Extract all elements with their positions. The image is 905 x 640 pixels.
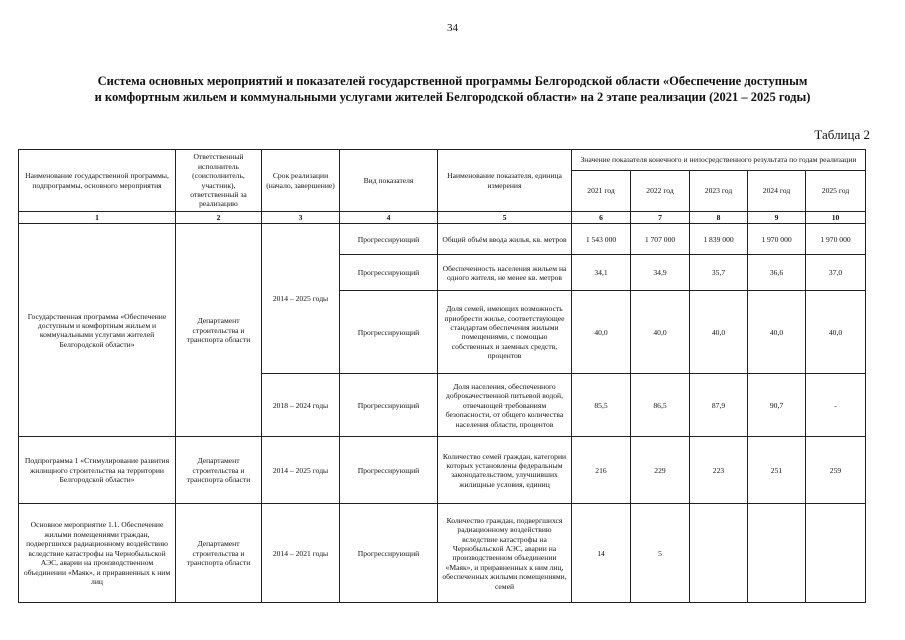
measure-executor: Департамент строительства и транспорта области xyxy=(176,504,262,603)
table-row xyxy=(19,504,866,603)
value-2024: 40,0 xyxy=(748,291,806,374)
value-2025: 1 970 000 xyxy=(806,224,866,255)
value-2024 xyxy=(748,504,806,603)
value-2021: 216 xyxy=(572,437,631,504)
page-number: 34 xyxy=(447,22,458,34)
value-2021: 34,1 xyxy=(572,255,631,291)
indicator-type: Прогрессирующий xyxy=(340,374,438,437)
value-2021: 40,0 xyxy=(572,291,631,374)
col-number: 4 xyxy=(340,212,438,224)
value-2023: 35,7 xyxy=(690,255,748,291)
col-number: 8 xyxy=(690,212,748,224)
value-2021: 1 543 000 xyxy=(572,224,631,255)
program-name: Государственная программа «Обеспечение доступным и комфортным жильем и коммунальными услугами жителей Белгородской области» xyxy=(19,224,176,437)
header-year-2022: 2022 год xyxy=(631,171,690,212)
value-2022: 40,0 xyxy=(631,291,690,374)
header-col-2: Ответственный исполнитель (соисполнитель, участник), ответственный за реализацию xyxy=(176,150,262,212)
value-2024: 251 xyxy=(748,437,806,504)
indicator-name: Количество семей граждан, категории которых установлены федеральным законодательством, улучшивших жилищные условия, единиц xyxy=(438,437,572,504)
header-year-2024: 2024 год xyxy=(748,171,806,212)
document-title xyxy=(30,73,875,105)
header-year-2023: 2023 год xyxy=(690,171,748,212)
table-row xyxy=(19,437,866,504)
col-number: 6 xyxy=(572,212,631,224)
value-2022: 229 xyxy=(631,437,690,504)
value-2022: 34,9 xyxy=(631,255,690,291)
header-values-group: Значение показателя конечного и непосредственного результата по годам реализации xyxy=(572,150,866,171)
value-2023 xyxy=(690,504,748,603)
header-col-3: Срок реализации (начало, завершение) xyxy=(262,150,340,212)
table-row xyxy=(19,224,866,255)
value-2024: 1 970 000 xyxy=(748,224,806,255)
value-2021: 85,5 xyxy=(572,374,631,437)
subprogram-period: 2014 – 2025 годы xyxy=(262,437,340,504)
measure-period: 2014 – 2021 годы xyxy=(262,504,340,603)
header-row-1 xyxy=(19,150,866,171)
value-2025: 259 xyxy=(806,437,866,504)
indicator-name: Обеспеченность населения жильем на одного жителя, не менее кв. метров xyxy=(438,255,572,291)
col-number: 9 xyxy=(748,212,806,224)
measure-name: Основное мероприятие 1.1. Обеспечение жилыми помещениями граждан, подвергшихся радиационному воздействию вследствие катастрофы на Чернобыльской АЭС, аварии на производственном объединении «Маяк», и приравненных к ним лиц xyxy=(19,504,176,603)
indicator-name: Общий объём ввода жилья, кв. метров xyxy=(438,224,572,255)
indicator-name: Доля семей, имеющих возможность приобрести жилье, соответствующее стандартам обеспечения жилыми помещениями, с помощью собственных и заемных средств, процентов xyxy=(438,291,572,374)
value-2023: 87,9 xyxy=(690,374,748,437)
indicator-type: Прогрессирующий xyxy=(340,437,438,504)
value-2022: 5 xyxy=(631,504,690,603)
col-number: 10 xyxy=(806,212,866,224)
subprogram-executor: Департамент строительства и транспорта области xyxy=(176,437,262,504)
title-line-2: и комфортным жильем и коммунальными услугами жителей Белгородской области» на 2 этапе реализации (2021 – 2025 годы) xyxy=(94,90,811,104)
indicator-type: Прогрессирующий xyxy=(340,504,438,603)
value-2025: - xyxy=(806,374,866,437)
header-col-1: Наименование государственной программы, подпрограммы, основного мероприятия xyxy=(19,150,176,212)
value-2022: 1 707 000 xyxy=(631,224,690,255)
indicator-type: Прогрессирующий xyxy=(340,291,438,374)
value-2023: 223 xyxy=(690,437,748,504)
value-2023: 40,0 xyxy=(690,291,748,374)
value-2023: 1 839 000 xyxy=(690,224,748,255)
value-2024: 36,6 xyxy=(748,255,806,291)
col-number: 7 xyxy=(631,212,690,224)
col-number: 1 xyxy=(19,212,176,224)
column-numbers-row xyxy=(19,212,866,224)
program-executor: Департамент строительства и транспорта области xyxy=(176,224,262,437)
header-year-2025: 2025 год xyxy=(806,171,866,212)
indicators-table xyxy=(18,149,866,603)
header-year-2021: 2021 год xyxy=(572,171,631,212)
value-2024: 90,7 xyxy=(748,374,806,437)
col-number: 2 xyxy=(176,212,262,224)
indicator-type: Прогрессирующий xyxy=(340,255,438,291)
indicator-name: Доля населения, обеспеченного доброкачественной питьевой водой, отвечающей требованиям безопасности, от общего количества населения области, процентов xyxy=(438,374,572,437)
header-col-5: Наименование показателя, единица измерения xyxy=(438,150,572,212)
indicator-name: Количество граждан, подвергшихся радиационному воздействию вследствие катастрофы на Чернобыльской АЭС, аварии на производственном объединении «Маяк», и приравненных к ним лиц, обеспеченных жилыми помещениями, семей xyxy=(438,504,572,603)
table-label: Таблица 2 xyxy=(814,127,870,142)
header-col-4: Вид показателя xyxy=(340,150,438,212)
col-number: 5 xyxy=(438,212,572,224)
title-line-1: Система основных мероприятий и показателей государственной программы Белгородской области «Обеспечение доступным xyxy=(97,74,808,88)
program-period: 2014 – 2025 годы xyxy=(262,224,340,374)
value-2022: 86,5 xyxy=(631,374,690,437)
indicator-type: Прогрессирующий xyxy=(340,224,438,255)
value-2025: 40,0 xyxy=(806,291,866,374)
col-number: 3 xyxy=(262,212,340,224)
value-2025 xyxy=(806,504,866,603)
value-2021: 14 xyxy=(572,504,631,603)
value-2025: 37,0 xyxy=(806,255,866,291)
program-period-b: 2018 – 2024 годы xyxy=(262,374,340,437)
subprogram-name: Подпрограмма 1 «Стимулирование развития жилищного строительства на территории Белгородской области» xyxy=(19,437,176,504)
